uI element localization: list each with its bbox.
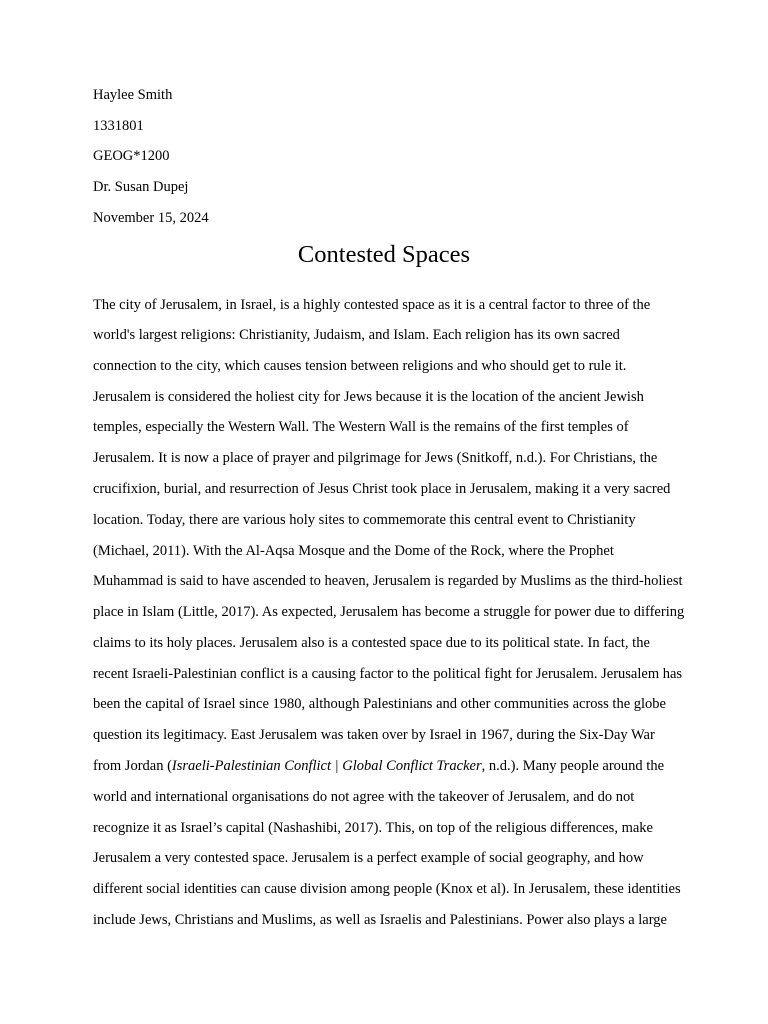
body-line: crucifixion, burial, and resurrection of Jesus Christ took place in Jerusalem, making it a very sacred <box>93 481 671 497</box>
body-line: (Michael, 2011). With the Al-Aqsa Mosque and the Dome of the Rock, where the Prophet <box>93 543 614 559</box>
body-line: recognize it as Israel’s capital (Nashashibi, 2017). This, on top of the religious differences, make <box>93 820 653 836</box>
body-line: been the capital of Israel since 1980, although Palestinians and other communities across the globe <box>93 696 666 712</box>
submission-date: November 15, 2024 <box>93 210 209 226</box>
italic-source-title: Israeli-Palestinian Conflict | Global Conflict Tracker <box>171 758 482 774</box>
author-name: Haylee Smith <box>93 87 173 103</box>
course-code: GEOG*1200 <box>93 148 170 164</box>
body-line: world's largest religions: Christianity, Judaism, and Islam. Each religion has its own sacred <box>93 327 620 343</box>
body-line: Jerusalem. It is now a place of prayer and pilgrimage for Jews (Snitkoff, n.d.). For Christians, the <box>93 450 658 466</box>
body-line: world and international organisations do not agree with the takeover of Jerusalem, and do not <box>93 789 635 805</box>
body-line: claims to its holy places. Jerusalem also is a contested space due to its political state. In fact, the <box>93 635 650 651</box>
body-line: include Jews, Christians and Muslims, as well as Israelis and Palestinians. Power also plays a large <box>93 912 667 928</box>
body-line: The city of Jerusalem, in Israel, is a highly contested space as it is a central factor to three of the <box>93 297 651 313</box>
body-line: place in Islam (Little, 2017). As expected, Jerusalem has become a struggle for power due to differing <box>93 604 685 620</box>
body-line: connection to the city, which causes tension between religions and who should get to rule it. <box>93 358 627 374</box>
body-line: Jerusalem is considered the holiest city for Jews because it is the location of the ancient Jewish <box>93 389 644 405</box>
body-line: location. Today, there are various holy sites to commemorate this central event to Christianity <box>93 512 636 528</box>
document-title: Contested Spaces <box>297 241 471 268</box>
body-line: temples, especially the Western Wall. The Western Wall is the remains of the first temples of <box>93 419 629 435</box>
student-id: 1331801 <box>93 118 144 134</box>
body-line: Jerusalem a very contested space. Jerusalem is a perfect example of social geography, and how <box>93 850 644 866</box>
body-line: recent Israeli-Palestinian conflict is a causing factor to the political fight for Jerusalem. Jerusalem has <box>93 666 683 682</box>
body-line: different social identities can cause division among people (Knox et al). In Jerusalem, these identities <box>93 881 681 897</box>
body-line: question its legitimacy. East Jerusalem was taken over by Israel in 1967, during the Six-Day War <box>93 727 655 743</box>
body-line-citation <box>93 757 664 775</box>
professor-name: Dr. Susan Dupej <box>93 179 189 195</box>
body-text-segment: from Jordan ( <box>93 758 172 774</box>
body-text-segment: , n.d.). Many people around the <box>481 758 665 774</box>
body-line: Muhammad is said to have ascended to heaven, Jerusalem is regarded by Muslims as the third-holiest <box>93 573 683 589</box>
